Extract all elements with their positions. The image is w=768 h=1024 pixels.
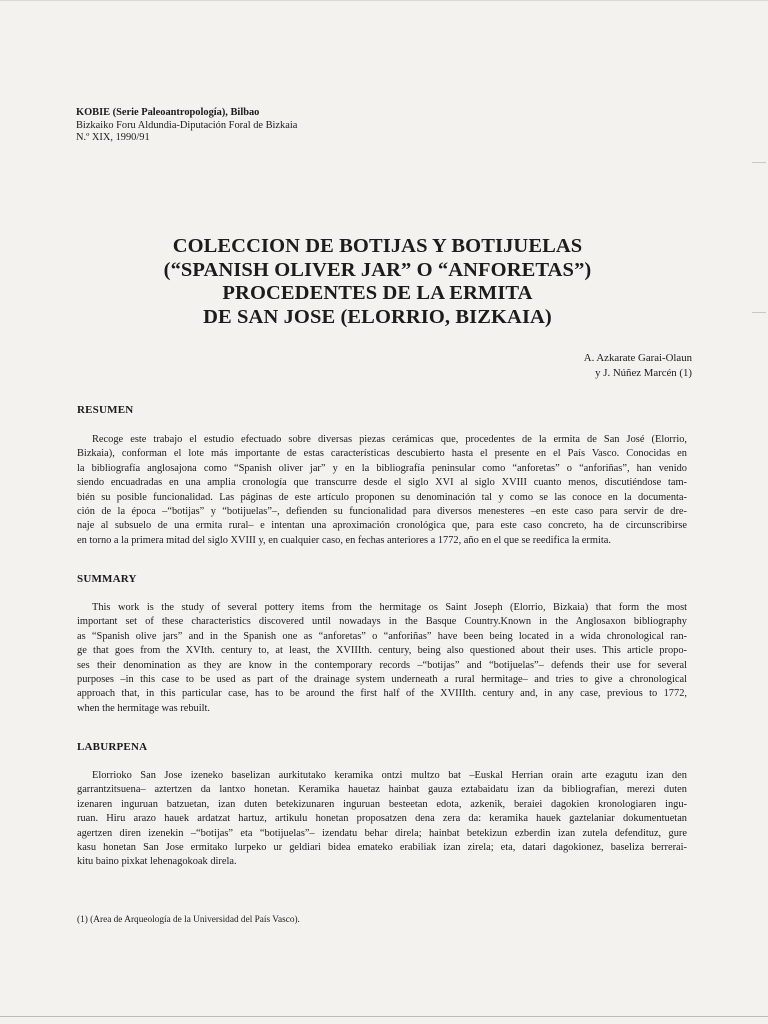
title-line: (“SPANISH OLIVER JAR” O “ANFORETAS”) [163,258,592,281]
laburpena-paragraph [77,769,687,870]
text-line: ge that goes from the XVIth. century to, at least, the XVIIIth. century, being also questioned about their uses. This article propo- [77,645,687,657]
text-line: garrantzitsuena– aztertzen da lantxo honetan. Keramika hauetaz hainbat gauza eztabaidatu izan da bibliografian, merezi duten [77,784,687,796]
journal-publisher: Bizkaiko Foru Aldundia-Diputación Foral de Bizkaia [76,119,298,131]
text-line: approach that, in this particular case, has to be around the first half of the XVIIIth. century and, in any case, previous to 1772, [77,688,687,700]
text-line: en torno a la primera mitad del siglo XVIII y, en cualquier caso, en fechas anteriores a 1772, año en el que se reedifica la ermita. [77,534,611,546]
top-scan-edge [0,0,768,1]
journal-header [76,107,297,145]
title-line: DE SAN JOSE (ELORRIO, BIZKAIA) [203,305,552,328]
text-line: kitu baino pixkat lehenagokoak direla. [77,856,237,868]
margin-mark [752,312,766,313]
title-line: PROCEDENTES DE LA ERMITA [222,282,533,304]
text-line: Elorrioko San Jose izeneko baselizan aurkitutako keramika ontzi multzo bat –Euskal Herrian orain arte ezagutu izan den [92,770,687,781]
article-title [60,235,695,329]
footnote: (1) (Area de Arqueología de la Universidad del País Vasco). [77,915,300,925]
author-line: y J. Núñez Marcén (1) [595,366,692,379]
text-line: bién su posible funcionalidad. Las páginas de este artículo proponen su denominación tal y como se las conoce en la documenta- [77,491,687,503]
resumen-paragraph [77,433,687,548]
text-line: la bibliografía anglosajona como “Spanish oliver jar” y en la bibliografía peninsular como “anforetas” o “anforiñas”, han venido [77,462,687,474]
bottom-scan-edge [0,1016,768,1017]
text-line: when the hermitage was rebuilt. [77,702,211,714]
text-line: ción de la época –“botijas” y “botijuelas”–, defienden su funcionalidad para diversos menesteres –en este caso para servir de dre- [77,506,687,518]
text-line: Recoge este trabajo el estudio efectuado sobre diversas piezas cerámicas que, procedentes de la ermita de San José (Elorrio, [92,434,687,445]
laburpena-heading: LABURPENA [77,741,148,753]
text-line: purposes –in this case to be used as part of the drainage system underneath a rural hermitage– and tries to give a chronological [77,674,687,686]
text-line: siendo encuadradas en una amplia cronología que transcurre desde el siglo XVI al siglo XVIII cuanto menos, discutiéndose tam- [77,477,687,489]
title-line: COLECCION DE BOTIJAS Y BOTIJUELAS [172,235,583,257]
text-line: Bizkaia), conforman el lote más importante de estas características descubierto hasta el presente en el País Vasco. Conocidas en [77,448,687,460]
journal-issue: N.º XIX, 1990/91 [76,132,150,144]
summary-heading: SUMMARY [77,573,137,585]
text-line: izenaren inguruan batzuetan, izan duten betekizunaren inguruan besteetan edota, azkenik, beraiei dagokien kronologiaren ingu- [77,798,687,810]
summary-paragraph [77,601,687,716]
margin-mark [752,162,766,163]
resumen-heading: RESUMEN [77,404,134,416]
authors [584,351,692,380]
text-line: kasu honetan San Jose ermitako lurpeko ur geldiari bidea emateko erabiliak izan zirela; eta, datari dagokionez, baseliza berrerai- [77,842,687,854]
text-line: as “Spanish olive jars” and in the Spanish one as “anforetas” o “anforiñas” have been being located in a wida chronological ran- [77,630,687,642]
text-line: important set of these characteristics discovered until nowadays in the Basque Country.Known in the Anglosaxon bibliography [77,616,687,628]
journal-name: KOBIE (Serie Paleoantropología), Bilbao [76,107,260,118]
text-line: naje al subsuelo de una ermita rural– e intentan una aproximación cronológica que, para este caso concreto, ha de circunscribirse [77,520,687,532]
text-line: ruan. Hiru arazo hauek ardatzat hartuz, artikulu honetan proposatzen dena zera da: keramika hauek gaztelaniar dokumentuetan [77,813,687,825]
text-line: This work is the study of several pottery items from the hermitage os Saint Joseph (Elorrio, Bizkaia) that form the most [92,602,687,613]
author-line: A. Azkarate Garai-Olaun [583,352,692,364]
text-line: agertzen diren izenekin –“botijas” eta “botijuelas”– izendatu behar direla; hainbat betekizun ezberdin izan zutela defendituz, gure [77,827,687,839]
text-line: ses their denomination as they are know in the contemporary records –“botijas” and “botijuelas”– defends their use for several [77,659,687,671]
